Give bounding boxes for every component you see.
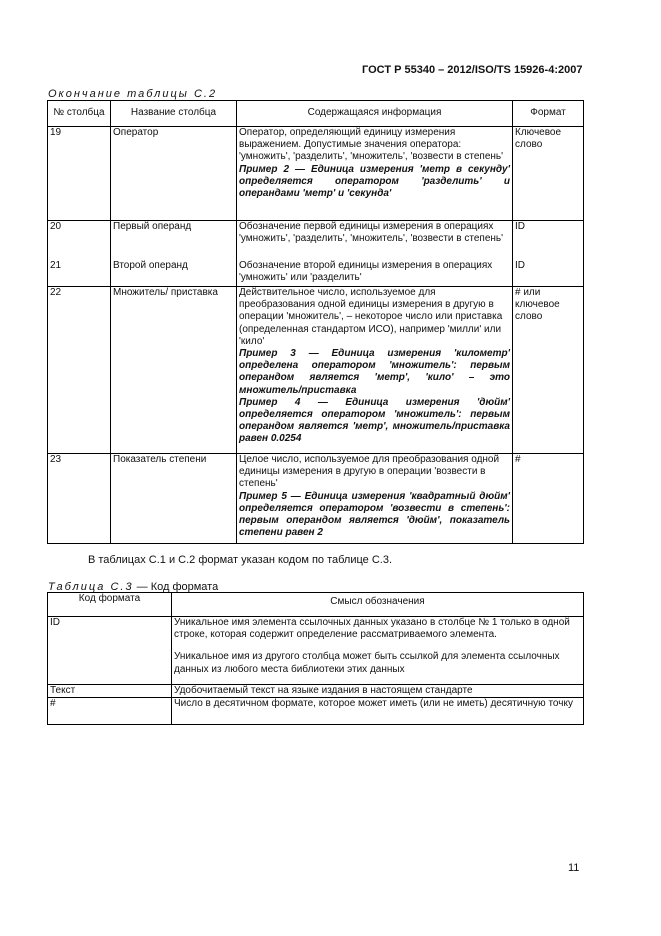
example-text: Пример 2 — Единица измерения 'метр в секунду' определяется оператором 'разделить' и операндами 'метр' и 'секунда' [239,163,510,200]
example-text: Пример 3 — Единица измерения 'километр' определена оператором 'множитель': первым операндом является 'метр', 'кило' – это множитель/приставка [239,348,510,396]
table-row [48,698,584,725]
cell-code: # [48,698,172,725]
cell-format: ID [513,221,584,260]
page-number: 11 [568,862,580,874]
cell-info: Обозначение первой единицы измерения в операциях 'умножить', 'разделить', 'множитель', 'возвести в степень' [237,221,513,260]
header-format-code: Код формата [48,593,172,617]
cell-meaning [172,617,584,685]
cell-info [237,127,513,221]
table-c3-caption-prefix: Таблица С.3 [48,581,134,593]
format-note: В таблицах С.1 и С.2 формат указан кодом по таблице С.3. [88,554,392,566]
example-text: Пример 5 — Единица измерения 'квадратный дюйм' определяется оператором 'возвести в степень': первым операндом является 'дюйм', показатель степени равен 2 [239,490,510,539]
cell-meaning: Число в десятичном формате, которое может иметь (или не иметь) десятичную точку [172,698,584,725]
meaning-text: Уникальное имя из другого столбца может быть ссылкой для элемента ссылочных данных из любого места библиотеки этих данных [174,651,560,675]
table-row [48,617,584,685]
example-text: Пример 4 — Единица измерения 'дюйм' определяется оператором 'множитель': первым операндом является 'метр', множитель/приставка равен 0.0254 [239,396,510,445]
cell-code: ID [48,617,172,685]
cell-format: ID [513,260,584,287]
header-column-number: № столбца [48,101,111,127]
info-text: Оператор, определяющий единицу измерения выражением. Допустимые значения оператора: 'умножить', 'разделить', 'множитель', 'возвести в степень' [239,127,504,163]
standard-designation: ГОСТ Р 55340 – 2012/ISO/TS 15926-4:2007 [362,64,583,76]
header-content: Содержащаяся информация [237,101,513,127]
cell-info [237,287,513,454]
cell-name: Оператор [111,127,237,221]
table-row [48,260,584,287]
table-c2-header-row [48,101,584,127]
table-row [48,454,584,544]
meaning-text: Уникальное имя элемента ссылочных данных указано в столбце № 1 только в одной строке, которая содержит определение рассматриваемого элемента. [174,617,570,641]
table-c3 [47,592,584,725]
cell-name: Второй операнд [111,260,237,287]
cell-info: Обозначение второй единицы измерения в операциях 'умножить' или 'разделить' [237,260,513,287]
cell-name: Множитель/ приставка [111,287,237,454]
cell-info [237,454,513,544]
table-c3-caption-title: — Код формата [133,581,219,593]
cell-number: 22 [48,287,111,454]
info-text: Действительное число, используемое для преобразования одной единицы измерения в другую в операции 'множитель', – некоторое число или приставка (определенная стандартом ИСО), например 'милли' или 'кило' [239,287,503,347]
cell-format: Ключевое слово [513,127,584,221]
cell-format: # или ключевое слово [513,287,584,454]
cell-number: 20 [48,221,111,260]
table-row [48,221,584,260]
table-c2 [47,100,584,544]
cell-number: 19 [48,127,111,221]
cell-name: Первый операнд [111,221,237,260]
table-row [48,127,584,221]
header-format: Формат [513,101,584,127]
table-c2-caption: Окончание таблицы С.2 [48,88,218,100]
header-meaning: Смысл обозначения [172,593,584,617]
table-row [48,287,584,454]
cell-format: # [513,454,584,544]
cell-code: Текст [48,685,172,698]
cell-meaning: Удобочитаемый текст на языке издания в настоящем стандарте [172,685,584,698]
info-text: Целое число, используемое для преобразования одной единицы измерения в другую в операции 'возвести в степень' [239,454,500,490]
cell-number: 23 [48,454,111,544]
table-c3-header-row [48,593,584,617]
table-row [48,685,584,698]
header-column-name: Название столбца [111,101,237,127]
cell-number: 21 [48,260,111,287]
cell-name: Показатель степени [111,454,237,544]
